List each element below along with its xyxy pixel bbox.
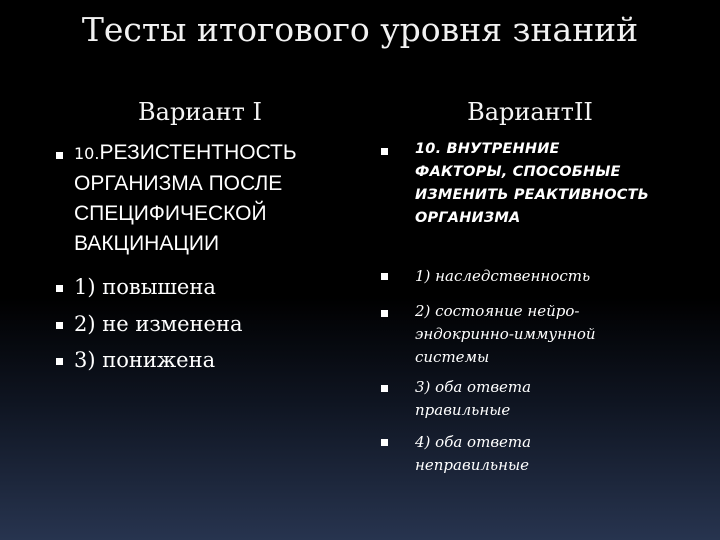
slide-title: Тесты итогового уровня знаний [81, 10, 639, 49]
variant-1-answer-2: 2) не изменена [74, 312, 243, 336]
bullet-icon [56, 152, 63, 159]
variant-1-question [74, 138, 364, 259]
variant-1-answer-3: 3) понижена [74, 348, 216, 372]
bullet-icon [381, 385, 388, 392]
bullet-icon [56, 358, 63, 365]
variant-2-question: 10. ВНУТРЕННИЕ ФАКТОРЫ, СПОСОБНЫЕ ИЗМЕНИТЬ РЕАКТИВНОСТЬ ОРГАНИЗМА [415, 141, 649, 226]
variant-1-heading: Вариант I [138, 98, 262, 126]
variant-1-question-text: РЕЗИСТЕНТНОСТЬ ОРГАНИЗМА ПОСЛЕ СПЕЦИФИЧЕСКОЙ ВАКЦИНАЦИИ [74, 141, 297, 255]
variant-1-question-number: 10. [74, 144, 100, 163]
bullet-icon [381, 310, 388, 317]
variant-2-answer-2: 2) состояние нейро-эндокринно-иммунной системы [415, 302, 596, 366]
variant-2-answer-4: 4) оба ответа неправильные [415, 433, 532, 474]
bullet-icon [56, 285, 63, 292]
variant-1-answer-1: 1) повышена [74, 275, 216, 299]
bullet-icon [381, 273, 388, 280]
variant-2-answer-1: 1) наследственность [415, 267, 591, 285]
variant-2-heading: ВариантII [467, 98, 593, 126]
bullet-icon [56, 322, 63, 329]
bullet-icon [381, 439, 388, 446]
variant-2-answer-3: 3) оба ответа правильные [415, 378, 532, 419]
bullet-icon [381, 148, 388, 155]
